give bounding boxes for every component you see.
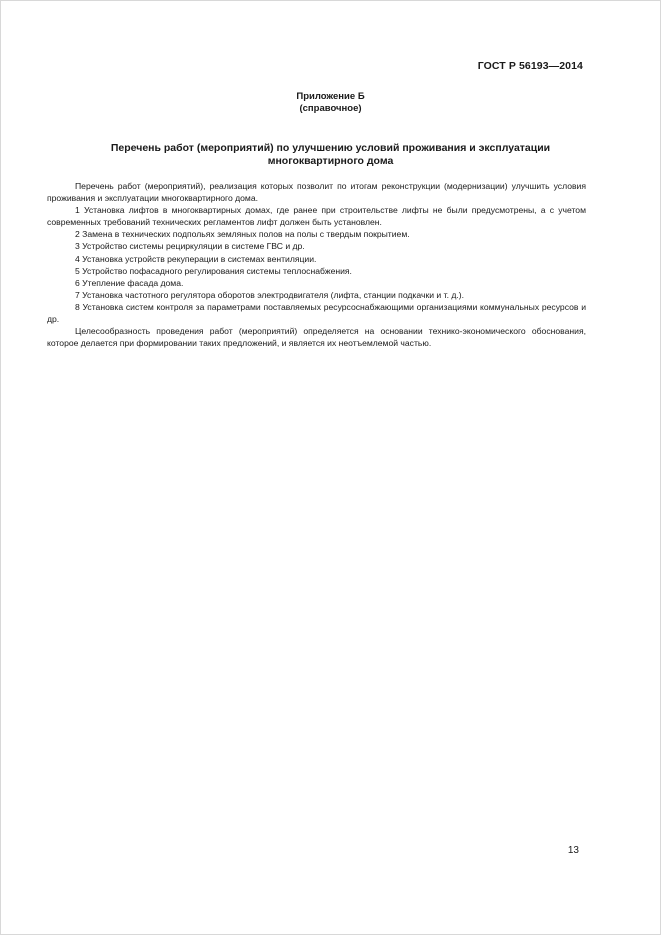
section-heading-line-1: Перечень работ (мероприятий) по улучшению условий проживания и эксплуатации (110, 142, 551, 154)
appendix-title: Приложение Б (296, 91, 365, 102)
page-number: 13 (567, 845, 579, 856)
closing-paragraph: Целесообразность проведения работ (мероприятий) определяется на основании технико-экономического обоснования, которое делается при формировании таких предложений, и является их неотъемлемой частью. (47, 326, 586, 349)
list-item-6: 6 Утепление фасада дома. (75, 277, 184, 288)
section-heading (60, 142, 601, 168)
appendix-note: (справочное) (299, 103, 362, 114)
list-item-7: 7 Установка частотного регулятора оборотов электродвигателя (лифта, станции подкачки и т. д.). (75, 289, 464, 300)
list-item-2: 2 Замена в технических подпольях земляных полов на полы с твердым покрытием. (75, 229, 410, 240)
list-item-3: 3 Устройство системы рециркуляции в системе ГВС и др. (75, 241, 305, 252)
document-code: ГОСТ Р 56193—2014 (477, 60, 583, 72)
list-item-4: 4 Установка устройств рекуперации в системах вентиляции. (75, 253, 317, 264)
body-text (47, 180, 586, 349)
section-heading-line-2: многоквартирного дома (267, 155, 394, 167)
list-item-1: 1 Установка лифтов в многоквартирных домах, где ранее при строительстве лифты не были предусмотрены, а с учетом современных требований технических регламентов лифт должен быть установлен. (47, 205, 586, 228)
intro-paragraph: Перечень работ (мероприятий), реализация которых позволит по итогам реконструкции (модернизации) улучшить условия проживания и эксплуатации многоквартирного дома. (47, 181, 586, 204)
list-item-8: 8 Установка систем контроля за параметрами поставляемых ресурсоснабжающими организациями коммунальных ресурсов и др. (47, 301, 586, 325)
list-item-5: 5 Устройство пофасадного регулирования системы теплоснабжения. (75, 265, 352, 276)
